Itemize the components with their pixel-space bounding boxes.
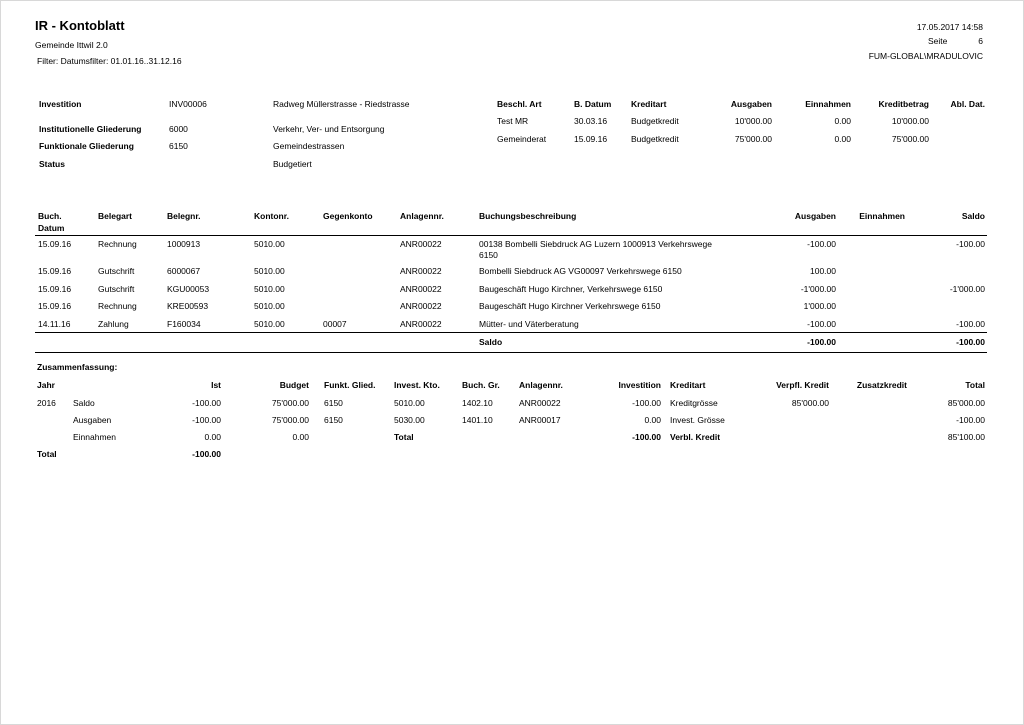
col-header-belegnr: Belegnr. — [167, 211, 201, 221]
booking-cell: 15.09.16 — [38, 239, 72, 249]
summary-cell: 6150 — [324, 415, 343, 425]
inst-code: 6000 — [169, 124, 188, 134]
summary-cell: -100.00 — [632, 398, 661, 408]
summary-header: Jahr — [37, 380, 55, 390]
summary-cell: 75'000.00 — [271, 415, 309, 425]
booking-cell: ANR00022 — [400, 239, 442, 249]
summary-total-ist: -100.00 — [192, 449, 221, 459]
summary-cell: -100.00 — [192, 415, 221, 425]
booking-cell: F160034 — [167, 319, 201, 329]
credit-cell: 0.00 — [834, 116, 851, 126]
summary-cell: Total — [394, 432, 414, 442]
summary-header: Anlagennr. — [519, 380, 563, 390]
summary-cell: 85'100.00 — [947, 432, 985, 442]
funkt-name: Gemeindestrassen — [273, 141, 345, 151]
booking-cell: 00007 — [323, 319, 347, 329]
summary-cell: Ausgaben — [73, 415, 112, 425]
summary-cell: 85'000.00 — [791, 398, 829, 408]
header-divider — [35, 235, 987, 236]
col-header-belegart: Belegart — [98, 211, 133, 221]
credit-header: Beschl. Art — [497, 99, 542, 109]
credit-cell: 30.03.16 — [574, 116, 608, 126]
saldo-total: -100.00 — [956, 337, 985, 347]
credit-cell: 75'000.00 — [734, 134, 772, 144]
bottom-divider — [35, 352, 987, 353]
summary-cell: Kreditgrösse — [670, 398, 718, 408]
credit-cell: 0.00 — [834, 134, 851, 144]
booking-cell: Rechnung — [98, 301, 137, 311]
summary-cell: 1401.10 — [462, 415, 493, 425]
summary-cell: 1402.10 — [462, 398, 493, 408]
booking-cell: Gutschrift — [98, 284, 135, 294]
credit-cell: Budgetkredit — [631, 116, 679, 126]
col-header-saldo: Saldo — [961, 211, 985, 221]
summary-year: 2016 — [37, 398, 56, 408]
summary-cell: 5010.00 — [394, 398, 425, 408]
investition-name: Radweg Müllerstrasse - Riedstrasse — [273, 99, 410, 109]
label-inst-gliederung: Institutionelle Gliederung — [39, 124, 142, 134]
saldo-ausgaben: -100.00 — [807, 337, 836, 347]
booking-cell: -100.00 — [807, 239, 836, 249]
page-number: 6 — [978, 36, 983, 46]
credit-cell: Test MR — [497, 116, 529, 126]
report-datetime: 17.05.2017 14:58 — [916, 22, 983, 32]
saldo-label: Saldo — [479, 337, 503, 347]
label-funkt-gliederung: Funktionale Gliederung — [39, 141, 134, 151]
booking-cell: ANR00022 — [400, 319, 442, 329]
col-header-einnahmen: Einnahmen — [859, 211, 905, 221]
booking-cell: Gutschrift — [98, 266, 135, 276]
summary-cell: Einnahmen — [73, 432, 117, 442]
credit-cell: 10'000.00 — [891, 116, 929, 126]
col-header-beschreibung: Buchungsbeschreibung — [479, 211, 577, 221]
credit-header: Abl. Dat. — [950, 99, 985, 109]
status-value: Budgetiert — [273, 159, 312, 169]
booking-cell: -1'000.00 — [800, 284, 836, 294]
summary-cell: ANR00022 — [519, 398, 561, 408]
col-header-kontonr: Kontonr. — [254, 211, 289, 221]
label-investition: Investition — [39, 99, 82, 109]
summary-cell: -100.00 — [956, 415, 985, 425]
col-header-ausgaben: Ausgaben — [794, 211, 836, 221]
booking-cell: 6000067 — [167, 266, 201, 276]
credit-header: B. Datum — [574, 99, 612, 109]
summary-cell: 75'000.00 — [271, 398, 309, 408]
summary-header: Total — [965, 380, 985, 390]
summary-title: Zusammenfassung: — [37, 362, 118, 372]
report-filter: Filter: Datumsfilter: 01.01.16..31.12.16 — [37, 56, 182, 66]
summary-cell: 0.00 — [644, 415, 661, 425]
credit-header: Einnahmen — [805, 99, 851, 109]
credit-cell: Gemeinderat — [497, 134, 547, 144]
summary-cell: ANR00017 — [519, 415, 561, 425]
summary-cell: 0.00 — [292, 432, 309, 442]
booking-cell: -1'000.00 — [949, 284, 985, 294]
booking-cell: Bombelli Siebdruck AG VG00097 Verkehrswege 6150 — [479, 266, 682, 276]
credit-cell: Budgetkredit — [631, 134, 679, 144]
booking-cell: 100.00 — [810, 266, 836, 276]
booking-cell: 5010.00 — [254, 239, 285, 249]
booking-cell: Rechnung — [98, 239, 137, 249]
label-status: Status — [39, 159, 65, 169]
booking-cell: 15.09.16 — [38, 266, 72, 276]
summary-header: Ist — [211, 380, 221, 390]
booking-cell: -100.00 — [956, 319, 985, 329]
investition-code: INV00006 — [169, 99, 207, 109]
booking-cell: 6150 — [479, 250, 498, 260]
booking-cell: 00138 Bombelli Siebdruck AG Luzern 1000913 Verkehrswege — [479, 239, 712, 249]
booking-cell: -100.00 — [807, 319, 836, 329]
booking-cell: KRE00593 — [167, 301, 209, 311]
summary-header: Buch. Gr. — [462, 380, 500, 390]
credit-cell: 75'000.00 — [891, 134, 929, 144]
booking-cell: Baugeschäft Hugo Kirchner, Verkehrswege 6150 — [479, 284, 663, 294]
booking-cell: ANR00022 — [400, 266, 442, 276]
booking-cell: ANR00022 — [400, 284, 442, 294]
booking-cell: 5010.00 — [254, 266, 285, 276]
credit-cell: 10'000.00 — [734, 116, 772, 126]
booking-cell: Baugeschäft Hugo Kirchner Verkehrswege 6150 — [479, 301, 661, 311]
report-subtitle: Gemeinde Ittwil 2.0 — [35, 40, 108, 50]
summary-header: Verpfl. Kredit — [776, 380, 829, 390]
summary-header: Funkt. Glied. — [324, 380, 376, 390]
report-title: IR - Kontoblatt — [35, 18, 125, 33]
summary-cell: 85'000.00 — [947, 398, 985, 408]
summary-header: Zusatzkredit — [856, 380, 907, 390]
summary-header: Invest. Kto. — [394, 380, 440, 390]
summary-cell: Verbl. Kredit — [670, 432, 721, 442]
credit-header: Kreditbetrag — [878, 99, 929, 109]
summary-header: Investition — [618, 380, 661, 390]
summary-cell: 6150 — [324, 398, 343, 408]
summary-header: Budget — [279, 380, 309, 390]
booking-cell: -100.00 — [956, 239, 985, 249]
page-label: Seite — [928, 36, 948, 46]
booking-cell: 15.09.16 — [38, 301, 72, 311]
booking-cell: 5010.00 — [254, 284, 285, 294]
booking-cell: 15.09.16 — [38, 284, 72, 294]
booking-cell: 5010.00 — [254, 301, 285, 311]
report-user: FUM-GLOBAL\MRADULOVIC — [868, 51, 983, 61]
inst-name: Verkehr, Ver- und Entsorgung — [273, 124, 385, 134]
credit-header: Ausgaben — [730, 99, 772, 109]
booking-cell: 5010.00 — [254, 319, 285, 329]
booking-cell: 14.11.16 — [38, 319, 71, 329]
booking-cell: 1'000.00 — [803, 301, 836, 311]
booking-cell: KGU00053 — [167, 284, 210, 294]
credit-header: Kreditart — [631, 99, 667, 109]
summary-cell: -100.00 — [632, 432, 661, 442]
col-header-gegenkonto: Gegenkonto — [323, 211, 373, 221]
summary-cell: Invest. Grösse — [670, 415, 725, 425]
col-header-anlagennr: Anlagennr. — [400, 211, 444, 221]
booking-cell: Zahlung — [98, 319, 129, 329]
summary-cell: Saldo — [73, 398, 95, 408]
summary-header: Kreditart — [670, 380, 706, 390]
summary-total-label: Total — [37, 449, 57, 459]
funkt-code: 6150 — [169, 141, 188, 151]
booking-cell: Mütter- und Väterberatung — [479, 319, 579, 329]
col-header-datum-2: Datum — [38, 223, 65, 233]
booking-cell: ANR00022 — [400, 301, 442, 311]
summary-cell: 5030.00 — [394, 415, 425, 425]
col-header-datum: Buch. — [38, 211, 62, 221]
booking-cell: 1000913 — [167, 239, 201, 249]
credit-cell: 15.09.16 — [574, 134, 608, 144]
summary-cell: -100.00 — [192, 398, 221, 408]
saldo-divider — [35, 332, 987, 333]
summary-cell: 0.00 — [204, 432, 221, 442]
